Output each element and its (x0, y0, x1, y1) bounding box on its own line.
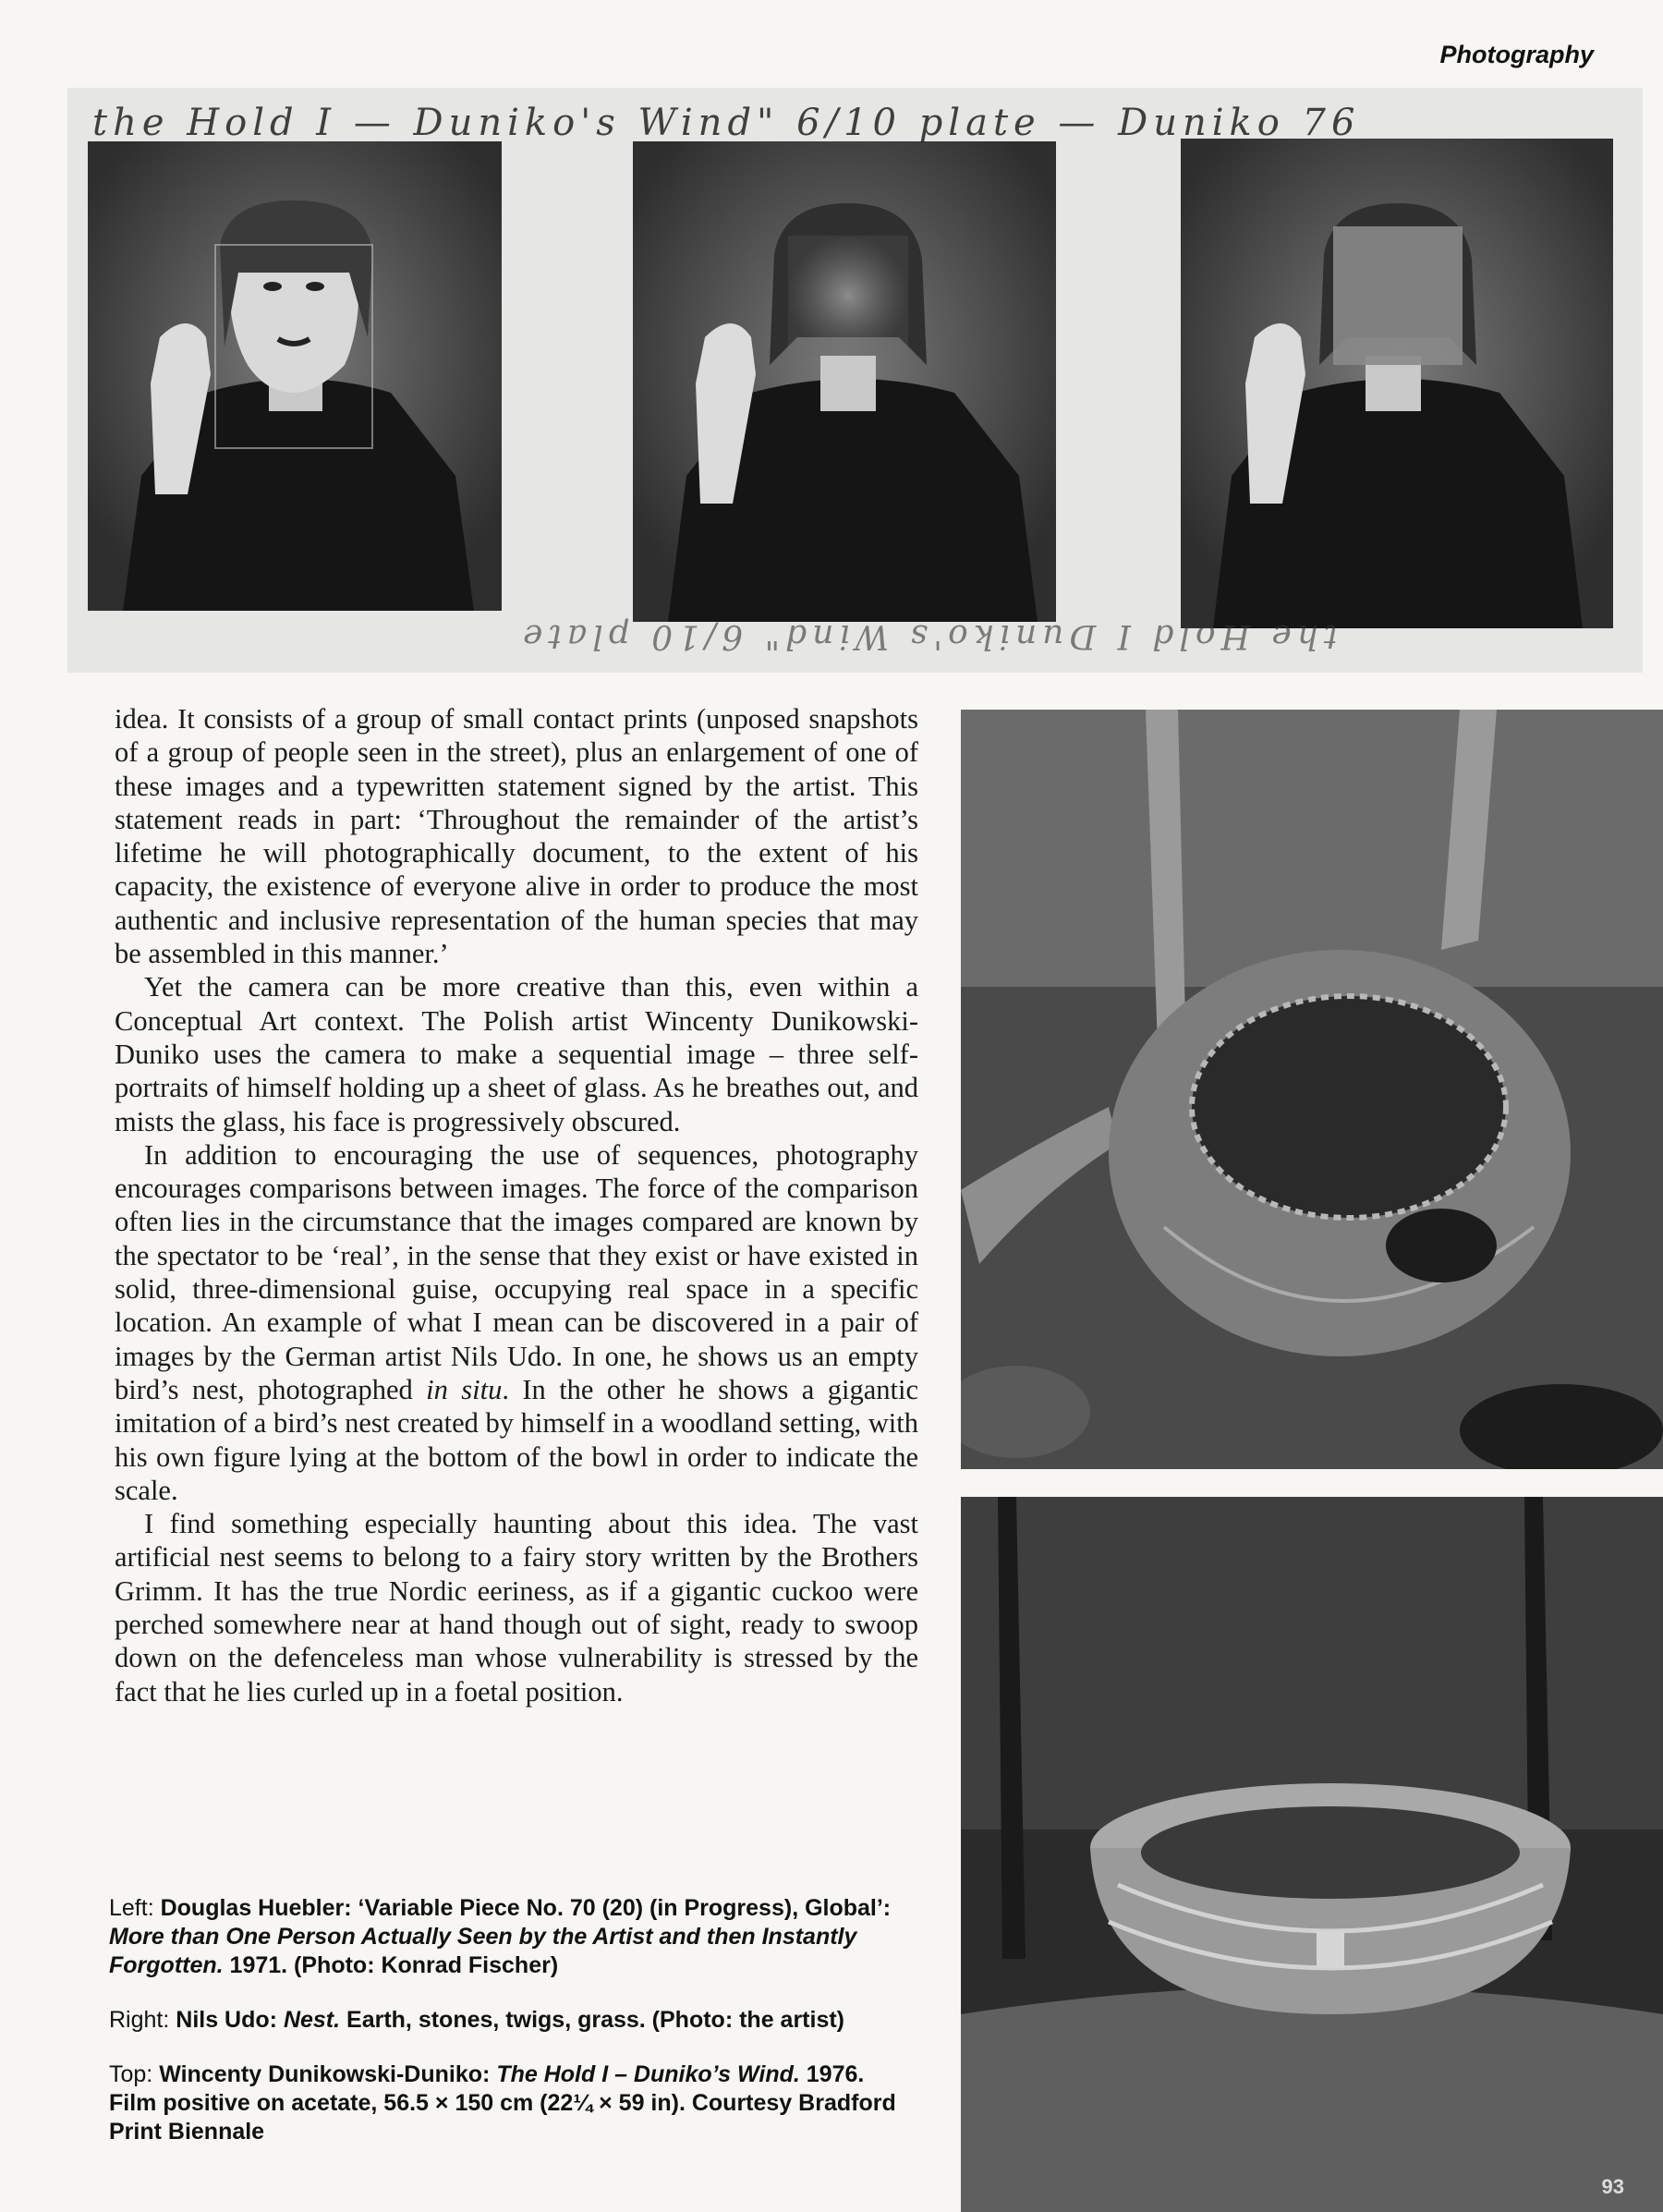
paragraph-4: I find something especially haunting about this idea. The vast artificial nest seems to belong to a fairy story written by the Brothers Grimm. It has the true Nordic eeriness, as if a gigantic cuckoo were perched somewhere near at hand though out of sight, ready to swoop down on the defenceless man whose vulnerability is stressed by the fact that he lies curled up in a foetal position. (115, 1508, 918, 1708)
caption-left (109, 1894, 917, 1980)
caption-left-title: ‘Variable Piece No. 70 (20) (in Progress), Global’: (358, 1895, 892, 1921)
portrait-frame-1 (88, 141, 502, 611)
captions (109, 1894, 917, 2172)
caption-left-subtitle: More than One Person Actually Seen by the Artist and then Instantly Forgotten. (109, 1924, 857, 1978)
caption-left-artist: Douglas Huebler: (160, 1895, 352, 1921)
caption-right-lead: Right: (109, 2007, 170, 2033)
caption-right-title: Nest. (283, 2007, 341, 2033)
caption-top-artist: Wincenty Dunikowski-Duniko: (159, 2061, 491, 2087)
duniko-triptych-photo (67, 88, 1643, 673)
page-number: 93 (1601, 2175, 1624, 2198)
caption-top-lead: Top: (109, 2061, 153, 2087)
paragraph-3-part-b: . In the other he shows a gigantic imitation of a bird’s nest created by himself in a woodland setting, with his own figure lying at the bottom of the bowl in order to indicate the scale. (115, 1373, 918, 1506)
paragraph-2: Yet the camera can be more creative than this, even within a Conceptual Art context. The Polish artist Wincenty Dunikowski-Duniko uses the camera to make a sequential image – three self-portraits of himself holding up a sheet of glass. As he breathes out, and mists the glass, his face is progressively obscured. (115, 971, 918, 1137)
portrait-frame-3 (1181, 139, 1613, 628)
caption-right-details: Earth, stones, twigs, grass. (Photo: the artist) (346, 2007, 844, 2033)
caption-top-details: 1976. Film positive on acetate, 56.5 × 150 cm (22¼ × 59 in). Courtesy Bradford Print Biennale (109, 2061, 896, 2145)
handwritten-inscription-top: the Hold I — Duniko's Wind" 6/10 plate — Duniko 76 (92, 102, 1361, 144)
article-body (115, 702, 918, 1708)
in-situ-italic: in situ (426, 1373, 503, 1405)
paragraph-1: idea. It consists of a group of small contact prints (unposed snapshots of a group of people seen in the street), plus an enlargement of one of these images and a typewritten statement signed by the artist. This statement reads in part: ‘Throughout the remainder of the artist’s lifetime he will photographically document, to the extent of his capacity, the existence of everyone alive in order to produce the most authentic and inclusive representation of the human species that may be assembled in this manner.’ (115, 703, 918, 970)
bird-nest-photo (961, 710, 1663, 1469)
caption-left-lead: Left: (109, 1895, 154, 1921)
giant-nest-photo (961, 1497, 1663, 2212)
caption-right-artist: Nils Udo: (176, 2007, 277, 2033)
caption-left-details: 1971. (Photo: Konrad Fischer) (229, 1952, 559, 1978)
caption-top-title: The Hold I – Duniko’s Wind. (496, 2061, 800, 2087)
section-header: Photography (1439, 41, 1594, 68)
caption-top (109, 2060, 917, 2146)
caption-right (109, 2006, 917, 2035)
portrait-frame-2 (633, 141, 1056, 622)
paragraph-3-part-a: In addition to encouraging the use of sequences, photography encourages comparisons between images. The force of the comparison often lies in the circumstance that the images compared are known by the spectator to be ‘real’, in the sense that they exist or have existed in solid, three-dimensional guise, occupying real space in a specific location. An example of what I mean can be discovered in a pair of images by the German artist Nils Udo. In one, he shows us an empty bird’s nest, photographed (115, 1138, 918, 1405)
handwritten-inscription-bottom: the Hold I Duniko's Wind" 6/10 plate (517, 617, 1338, 655)
paragraph-3 (115, 1138, 918, 1507)
